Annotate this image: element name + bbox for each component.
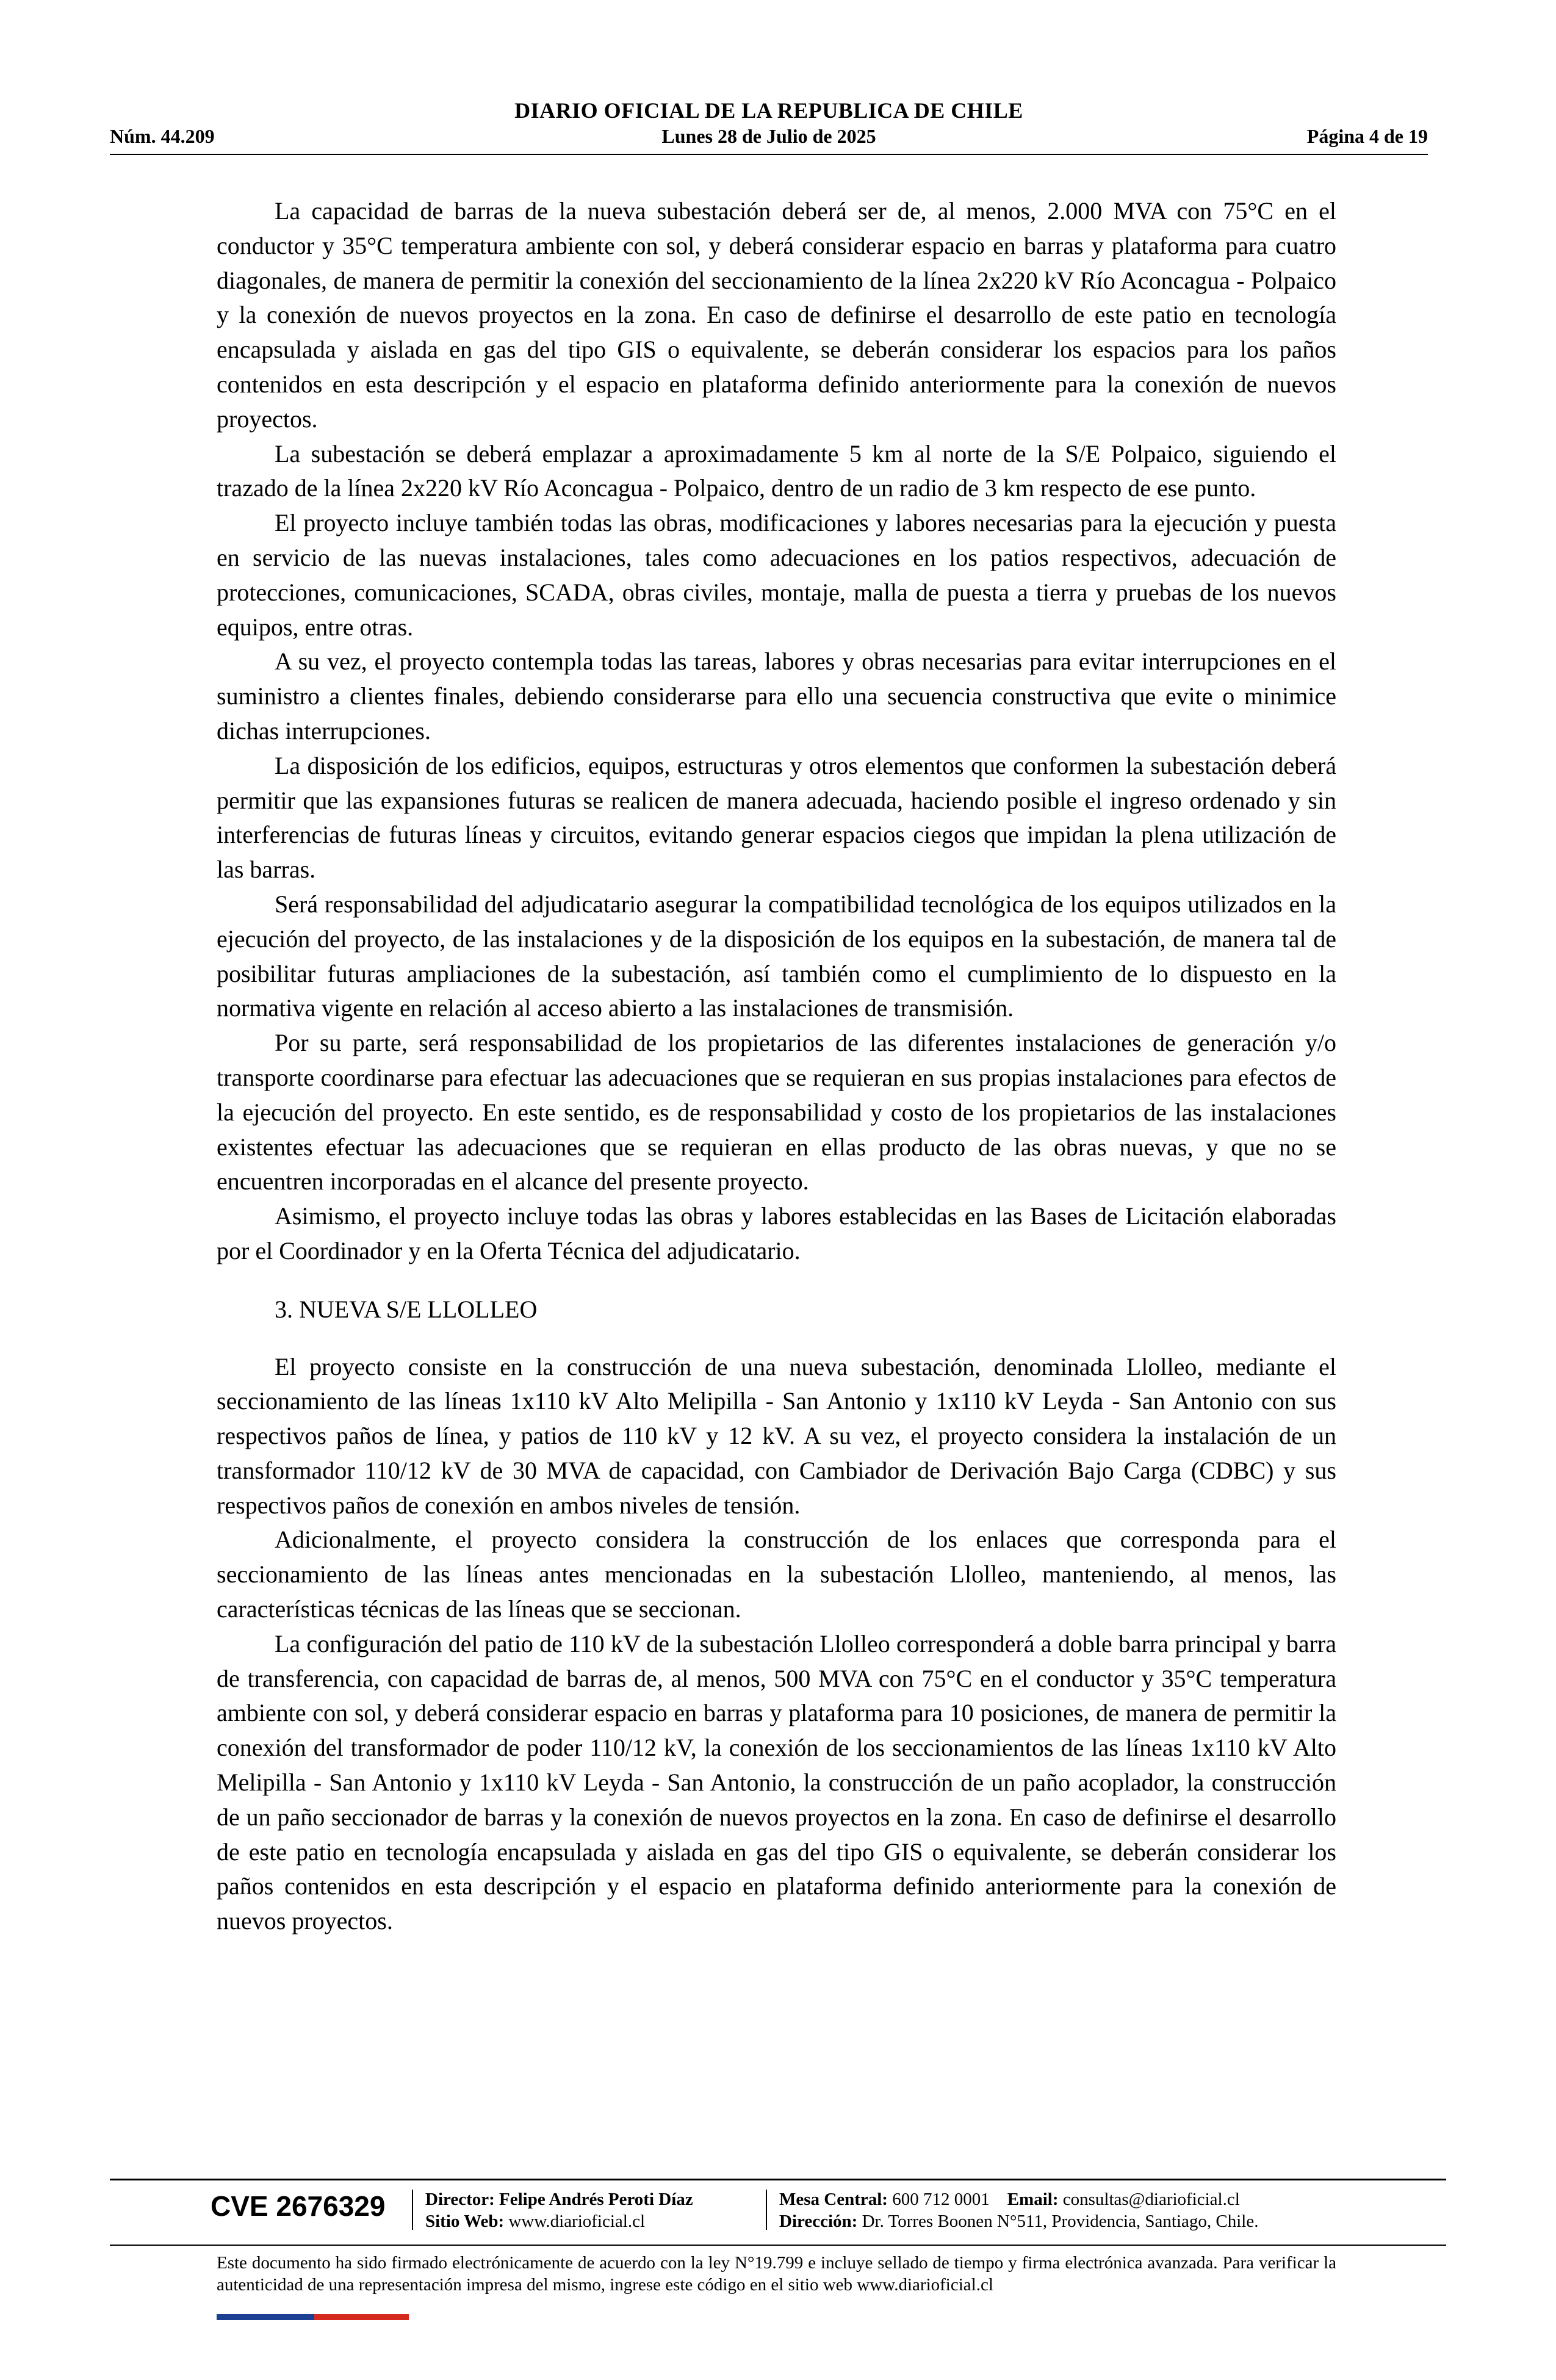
- footer-bottom-divider: [110, 2245, 1446, 2246]
- issue-number: Núm. 44.209: [110, 125, 215, 147]
- paragraph: El proyecto incluye también todas las obras, modificaciones y labores necesarias para la ejecución y puesta en servicio de las nuevas instalaciones, tales como adecuaciones en los patios respectivos, adecuación de protecciones, comunicaciones, SCADA, obras civiles, montaje, malla de puesta a tierra y pruebas de los nuevos equipos, entre otras.: [217, 509, 1336, 641]
- director-name: Felipe Andrés Peroti Díaz: [499, 2190, 693, 2209]
- flag-stripe-red: [314, 2314, 409, 2320]
- paragraph: Será responsabilidad del adjudicatario asegurar la compatibilidad tecnológica de los equipos utilizados en la ejecución del proyecto, de las instalaciones y de la disposición de los equipos en la subestación, de manera tal de posibilitar futuras ampliaciones de la subestación, así también como el cumplimiento de lo dispuesto en la normativa vigente en relación al acceso abierto a las instalaciones de transmisión.: [217, 890, 1336, 1022]
- footer-director-block: [425, 2188, 693, 2232]
- mesa-label: Mesa Central:: [779, 2190, 888, 2209]
- footer-top-divider: [110, 2179, 1446, 2180]
- paragraph: Adicionalmente, el proyecto considera la construcción de los enlaces que corresponda para el seccionamiento de las líneas antes mencionadas en la subestación Llolleo, manteniendo, al menos, las características técnicas de las líneas que se seccionan.: [217, 1526, 1336, 1623]
- header-divider: [110, 154, 1428, 155]
- document-body: [217, 194, 1336, 1939]
- paragraph: A su vez, el proyecto contempla todas las tareas, labores y obras necesarias para evitar interrupciones en el suministro a clientes finales, debiendo considerarse para ello una secuencia constructiva que evite o minimice dichas interrupciones.: [217, 647, 1336, 745]
- masthead-title: DIARIO OFICIAL DE LA REPUBLICA DE CHILE: [514, 98, 1023, 123]
- website-label: Sitio Web:: [425, 2212, 505, 2231]
- email-label: Email:: [1007, 2190, 1059, 2209]
- director-label: Director:: [425, 2190, 495, 2209]
- address-value: Dr. Torres Boonen N°511, Providencia, Santiago, Chile.: [862, 2212, 1259, 2231]
- legal-notice: Este documento ha sido firmado electrónicamente de acuerdo con la ley N°19.799 e incluye sellado de tiempo y firma electrónica avanzada. Para verificar la autenticidad de una representación impresa del mismo, ingrese este código en el sitio web www.diarioficial.cl: [217, 2253, 1336, 2295]
- mesa-phone: 600 712 0001: [892, 2190, 990, 2209]
- page-footer: [110, 2185, 1446, 2241]
- page-header: [110, 92, 1428, 153]
- address-label: Dirección:: [779, 2212, 858, 2231]
- cve-code: CVE 2676329: [211, 2190, 386, 2222]
- paragraph: Por su parte, será responsabilidad de los propietarios de las diferentes instalaciones de generación y/o transporte coordinarse para efectuar las adecuaciones que se requieran en sus propias instalaciones para efectos de la ejecución del proyecto. En este sentido, es de responsabilidad y costo de los propietarios de las instalaciones existentes efectuar las adecuaciones que se requieran en ellas producto de las obras nuevas, y que no se encuentren incorporadas en el alcance del presente proyecto.: [217, 1029, 1336, 1195]
- footer-separator: [412, 2190, 413, 2230]
- paragraph: La configuración del patio de 110 kV de la subestación Llolleo corresponderá a doble barra principal y barra de transferencia, con capacidad de barras de, al menos, 500 MVA con 75°C en el conductor y 35°C temperatura ambiente con sol, y deberá considerar espacio en barras y plataforma para 10 posiciones, de manera de permitir la conexión del transformador de poder 110/12 kV, la conexión de los seccionamientos de las líneas 1x110 kV Alto Melipilla - San Antonio y 1x110 kV Leyda - San Antonio, la construcción de un paño acoplador, la construcción de un paño seccionador de barras y la conexión de nuevos proyectos en la zona. En caso de definirse el desarrollo de este patio en tecnología encapsulada y aislada en gas del tipo GIS o equivalente, se deberán considerar los paños contenidos en esta descripción y el espacio en plataforma definido anteriormente para la conexión de nuevos proyectos.: [217, 1629, 1336, 1935]
- flag-stripe-blue: [217, 2314, 314, 2320]
- paragraph: El proyecto consiste en la construcción de una nueva subestación, denominada Llolleo, mediante el seccionamiento de las líneas 1x110 kV Alto Melipilla - San Antonio y 1x110 kV Leyda - San Antonio con sus respectivos paños de línea, y patios de 110 kV y 12 kV. A su vez, el proyecto considera la instalación de un transformador 110/12 kV de 30 MVA de capacidad, con Cambiador de Derivación Bajo Carga (CDBC) y sus respectivos paños de conexión en ambos niveles de tensión.: [217, 1352, 1336, 1519]
- paragraph: Asimismo, el proyecto incluye todas las obras y labores establecidas en las Bases de Licitación elaboradas por el Coordinador y en la Oferta Técnica del adjudicatario.: [217, 1202, 1336, 1264]
- issue-date: Lunes 28 de Julio de 2025: [661, 125, 876, 147]
- paragraph: La disposición de los edificios, equipos, estructuras y otros elementos que conformen la subestación deberá permitir que las expansiones futuras se realicen de manera adecuada, haciendo posible el ingreso ordenado y sin interferencias de futuras líneas y circuitos, evitando generar espacios ciegos que impidan la plena utilización de las barras.: [217, 751, 1336, 884]
- footer-contact-block: [779, 2188, 1258, 2232]
- website-link[interactable]: www.diarioficial.cl: [508, 2212, 646, 2231]
- section-heading: 3. NUEVA S/E LLOLLEO: [275, 1295, 538, 1323]
- page-number: Página 4 de 19: [1306, 125, 1428, 147]
- footer-separator: [766, 2190, 767, 2230]
- email-link[interactable]: consultas@diarioficial.cl: [1062, 2190, 1240, 2209]
- paragraph: La capacidad de barras de la nueva subestación deberá ser de, al menos, 2.000 MVA con 75°C en el conductor y 35°C temperatura ambiente con sol, y deberá considerar espacio en barras y plataforma para cuatro diagonales, de manera de permitir la conexión del seccionamiento de la línea 2x220 kV Río Aconcagua - Polpaico y la conexión de nuevos proyectos en la zona. En caso de definirse el desarrollo de este patio en tecnología encapsulada y aislada en gas del tipo GIS o equivalente, se deberán considerar los espacios para los paños contenidos en esta descripción y el espacio en plataforma definido anteriormente para la conexión de nuevos proyectos.: [217, 197, 1336, 433]
- paragraph: La subestación se deberá emplazar a aproximadamente 5 km al norte de la S/E Polpaico, siguiendo el trazado de la línea 2x220 kV Río Aconcagua - Polpaico, dentro de un radio de 3 km respecto de ese punto.: [217, 439, 1336, 502]
